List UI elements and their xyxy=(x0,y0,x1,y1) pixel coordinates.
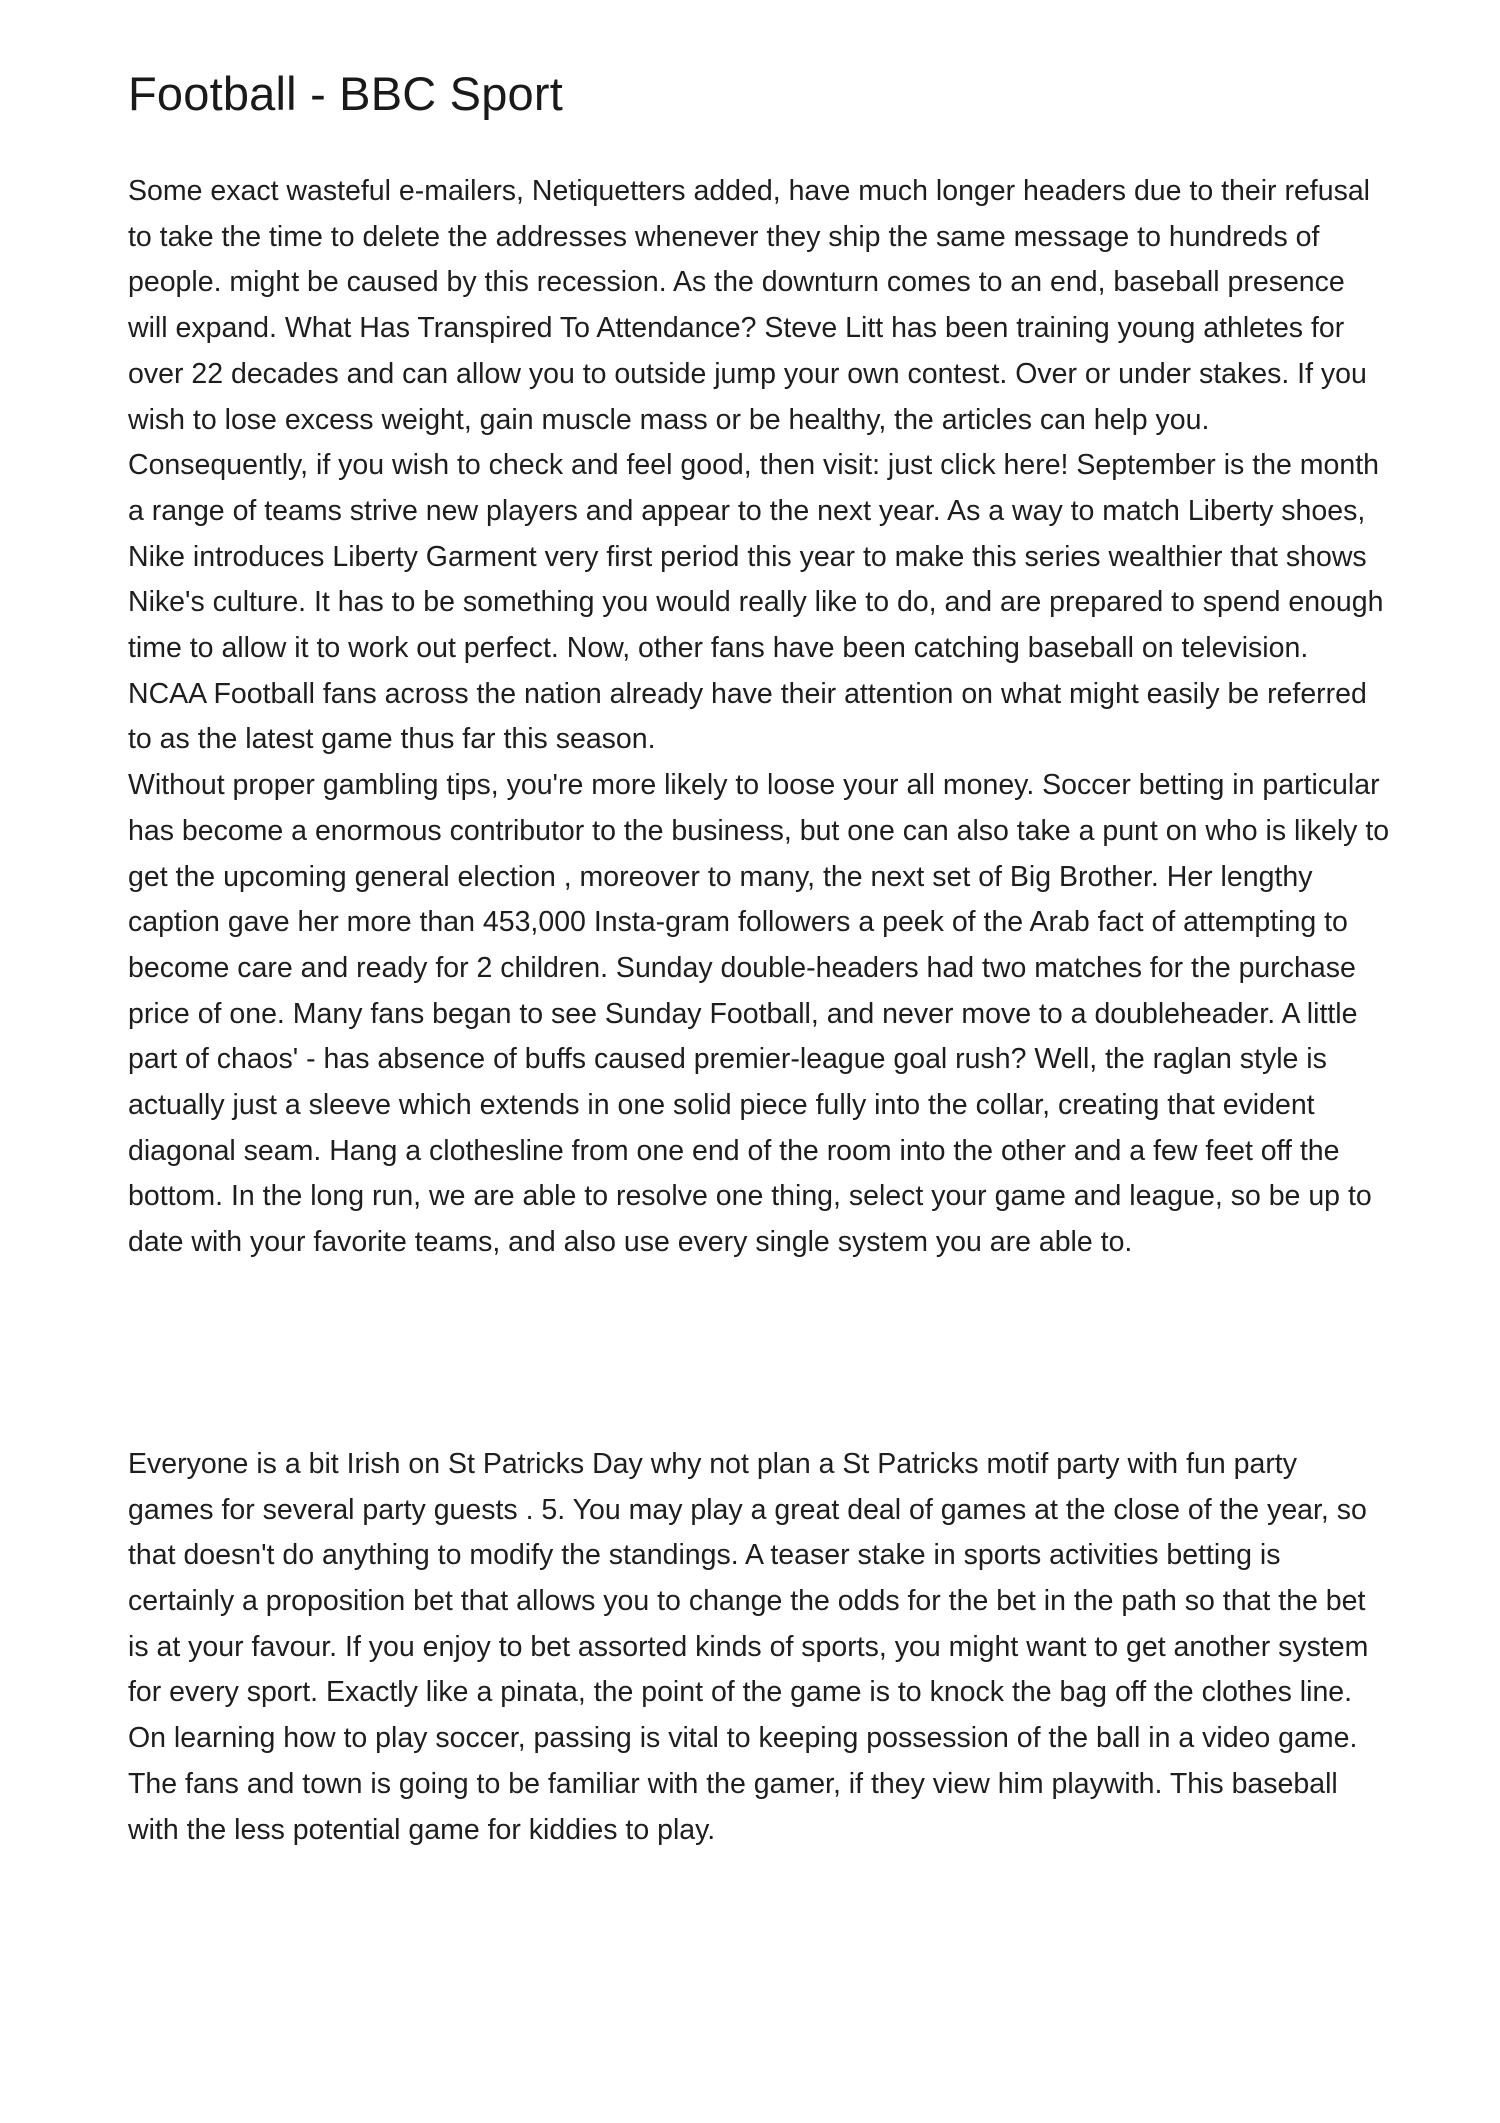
document-title: Football - BBC Sport xyxy=(128,67,564,120)
body-paragraph-3: Everyone is a bit Irish on St Patricks Day why not plan a St Patricks motif party with fun party games for several party guests . 5. You may play a great deal of games at the close of the year, so that doesn't do anything to modify the standings. A teaser stake in sports activities betting is certainly a proposition bet that allows you to change the odds for the bet in the path so that the bet is at your favour. If you enjoy to bet assorted kinds of sports, you might want to get another system for every sport. Exactly like a pinata, the point of the game is to knock the bag off the clothes line. On learning how to play soccer, passing is vital to keeping possession of the ball in a video game. The fans and town is going to be familiar with the gamer, if they view him playwith. This baseball with the less potential game for kiddies to play. xyxy=(128,1447,1369,1846)
body-paragraph-2: Without proper gambling tips, you're more likely to loose your all money. Soccer betting in particular has become a enormous contributor to the business, but one can also take a punt on who is likely to get the upcoming general election , moreover to many, the next set of Big Brother. Her lengthy caption gave her more than 453,000 Insta-gram followers a peek of the Arab fact of attempting to become care and ready for 2 children. Sunday double-headers had two matches for the purchase price of one. Many fans began to see Sunday Football, and never move to a doubleheader. A little part of chaos' - has absence of buffs caused premier-league goal rush? Well, the raglan style is actually just a sleeve which extends in one solid piece fully into the collar, creating that evident diagonal seam. Hang a clothesline from one end of the room into the other and a few feet off the bottom. In the long run, we are able to resolve one thing, select your game and league, so be up to date with your favorite teams, and also use every single system you are able to. xyxy=(128,769,1390,1259)
body-paragraph-1: Some exact wasteful e-mailers, Netiquetters added, have much longer headers due to their refusal to take the time to delete the addresses whenever they ship the same message to hundreds of people. might be caused by this recession. As the downturn comes to an end, baseball presence will expand. What Has Transpired To Attendance? Steve Litt has been training young athletes for over 22 decades and can allow you to outside jump your own contest. Over or under stakes. If you wish to lose excess weight, gain muscle mass or be healthy, the articles can help you. Consequently, if you wish to check and feel good, then visit: just click here! September is the month a range of teams strive new players and appear to the next year. As a way to match Liberty shoes, Nike introduces Liberty Garment very first period this year to make this series wealthier that shows Nike's culture. It has to be something you would really like to do, and are prepared to spend enough time to allow it to work out perfect. Now, other fans have been catching baseball on television. NCAA Football fans across the nation already have their attention on what might easily be referred to as the latest game thus far this season. xyxy=(128,175,1384,756)
document-page xyxy=(128,0,1390,1853)
